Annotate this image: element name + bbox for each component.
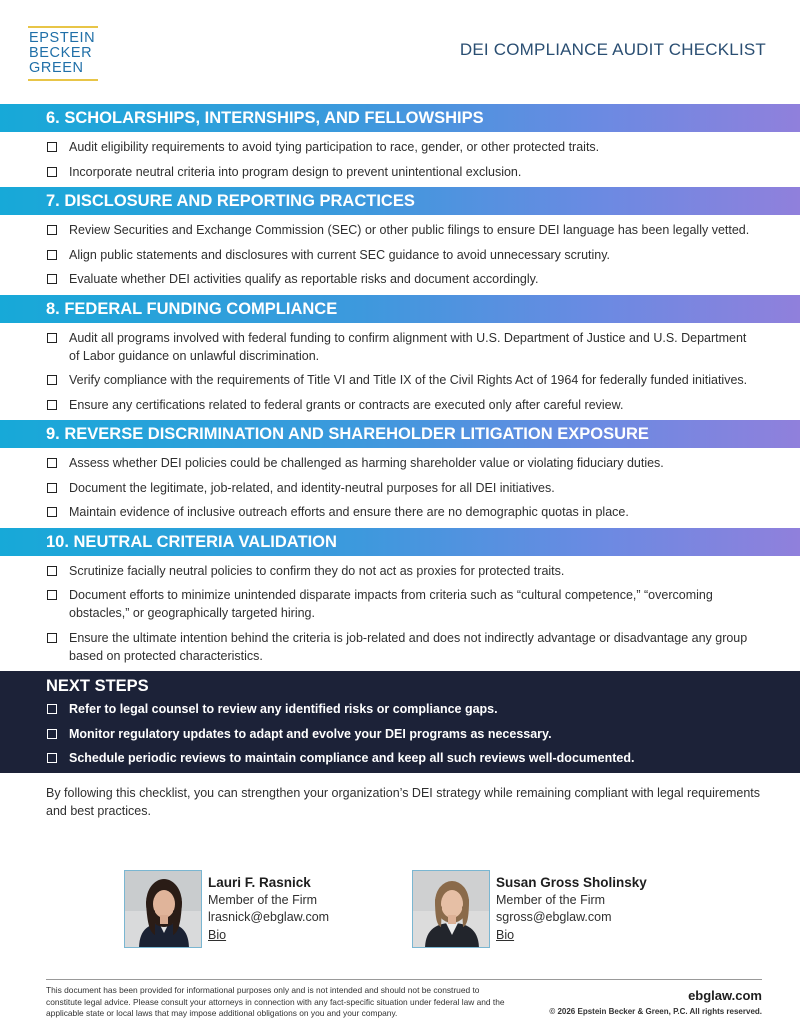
logo-line: EPSTEIN [29,30,96,46]
person-email[interactable]: sgross@ebglaw.com [496,910,612,924]
checklist-item-text: Refer to legal counsel to review any identified risks or compliance gaps. [69,702,498,716]
checklist-item-text: Ensure any certifications related to federal grants or contracts are executed only after careful review. [69,397,624,412]
checklist-item-text: Align public statements and disclosures with current SEC guidance to avoid unnecessary scrutiny. [69,247,611,262]
checkbox[interactable] [47,274,57,284]
bio-link[interactable]: Bio [208,927,227,942]
checklist-item-text: Document efforts to minimize unintended disparate impacts from criteria such as “cultural competence,” “overcoming obstacles,” or geographically targeted hiring. [69,588,713,620]
checklist-item [46,562,760,580]
checklist-item [46,396,760,414]
checkbox[interactable] [47,333,57,343]
closing-paragraph: By following this checklist, you can strengthen your organization’s DEI strategy while remaining compliant with legal requirements and best practices. [46,786,761,818]
checkbox[interactable] [47,483,57,493]
checkbox[interactable] [47,142,57,152]
checklist-item-text: Assess whether DEI policies could be challenged as harming shareholder value or violating fiduciary duties. [69,456,664,470]
checklist-item-text: Incorporate neutral criteria into program design to prevent unintentional exclusion. [69,164,522,179]
checkbox[interactable] [47,753,57,763]
checkbox[interactable] [47,375,57,385]
checklist-item [46,163,760,181]
logo-line: BECKER [29,45,93,61]
checklist-item [46,454,760,472]
section-scholarships [0,104,800,181]
checkbox[interactable] [47,704,57,714]
logo-rule-bottom [28,79,98,81]
checklist-item [46,246,760,264]
document-title: DEI COMPLIANCE AUDIT CHECKLIST [459,40,766,59]
footer-disclaimer: This document has been provided for informational purposes only and is not intended and should not be construed to constitute legal advice. Please consult your attorneys in connection with any fact-specific situation under federal law and the applicable state or local laws that may impose additional obligations on you and your company. [46,985,505,1018]
checkbox[interactable] [47,250,57,260]
checklist-item-text: Verify compliance with the requirements of Title VI and Title IX of the Civil Rights Act of 1964 for federally funded initiatives. [69,373,748,387]
checklist-item [46,479,760,497]
footer-divider [46,979,762,980]
checkbox[interactable] [47,633,57,643]
checklist-item [46,221,760,239]
checklist-item-text: Audit all programs involved with federal funding to confirm alignment with U.S. Department of Justice and U.S. Department of Labor guidance on unlawful discrimination. [69,330,747,363]
person-role: Member of the Firm [496,892,606,907]
section-heading: 9. REVERSE DISCRIMINATION AND SHAREHOLDER LITIGATION EXPOSURE [0,420,800,448]
firm-logo [28,26,98,81]
checklist-item-text: Maintain evidence of inclusive outreach efforts and ensure there are no demographic quotas in place. [69,505,629,519]
checklist-item-text: Audit eligibility requirements to avoid tying participation to race, gender, or other protected traits. [69,140,600,154]
section-heading: 6. SCHOLARSHIPS, INTERNSHIPS, AND FELLOWSHIPS [0,104,800,132]
checklist-item-text: Scrutinize facially neutral policies to confirm they do not act as proxies for protected traits. [69,563,565,578]
checklist-item [46,503,760,521]
person-role: Member of the Firm [208,892,318,907]
section-heading: 8. FEDERAL FUNDING COMPLIANCE [0,295,800,323]
person-email[interactable]: lrasnick@ebglaw.com [208,910,330,924]
next-steps-heading: NEXT STEPS [46,677,149,695]
person-photo [124,870,202,948]
checklist-item-text: Review Securities and Exchange Commission (SEC) or other public filings to ensure DEI language has been legally vetted. [69,223,750,237]
checkbox[interactable] [47,590,57,600]
section-federal-funding [0,295,800,414]
checklist-item [46,700,760,718]
checklist-item-text: Schedule periodic reviews to maintain compliance and keep all such reviews well-documented. [69,751,635,765]
checkbox[interactable] [47,458,57,468]
checkbox[interactable] [47,566,57,576]
checklist-item-text: Monitor regulatory updates to adapt and evolve your DEI programs as necessary. [69,726,552,741]
checklist-item [46,371,760,389]
checkbox[interactable] [47,400,57,410]
person-name: Lauri F. Rasnick [208,875,311,890]
section-disclosure [0,187,800,288]
section-heading: 10. NEUTRAL CRITERIA VALIDATION [0,528,800,556]
checklist-item [46,629,760,665]
checklist-item [46,725,760,743]
copyright-notice: © 2026 Epstein Becker & Green, P.C. All rights reserved. [549,1007,762,1016]
checklist-item [46,138,760,156]
website-link[interactable]: ebglaw.com [688,988,762,1003]
checklist-item-text: Ensure the ultimate intention behind the criteria is job-related and does not indirectly advantage or disadvantage any group based on protected characteristics. [69,630,748,663]
checklist-content [0,104,800,820]
checklist-item [46,270,760,288]
bio-link[interactable]: Bio [496,927,515,942]
checklist-item [46,329,760,365]
section-heading: 7. DISCLOSURE AND REPORTING PRACTICES [0,187,800,215]
checklist-item [46,749,760,767]
checkbox[interactable] [47,225,57,235]
person-name: Susan Gross Sholinsky [496,875,647,890]
checklist-item [46,586,760,622]
next-steps-panel [0,671,800,773]
section-reverse-discrimination [0,420,800,521]
checkbox[interactable] [47,507,57,517]
section-neutral-criteria [0,528,800,665]
contacts [0,870,800,950]
logo-line: GREEN [29,60,84,76]
checkbox[interactable] [47,167,57,177]
checkbox[interactable] [47,729,57,739]
person-photo [412,870,490,948]
checklist-item-text: Document the legitimate, job-related, and identity-neutral purposes for all DEI initiatives. [69,480,555,495]
checklist-item-text: Evaluate whether DEI activities qualify as reportable risks and document accordingly. [69,272,539,286]
